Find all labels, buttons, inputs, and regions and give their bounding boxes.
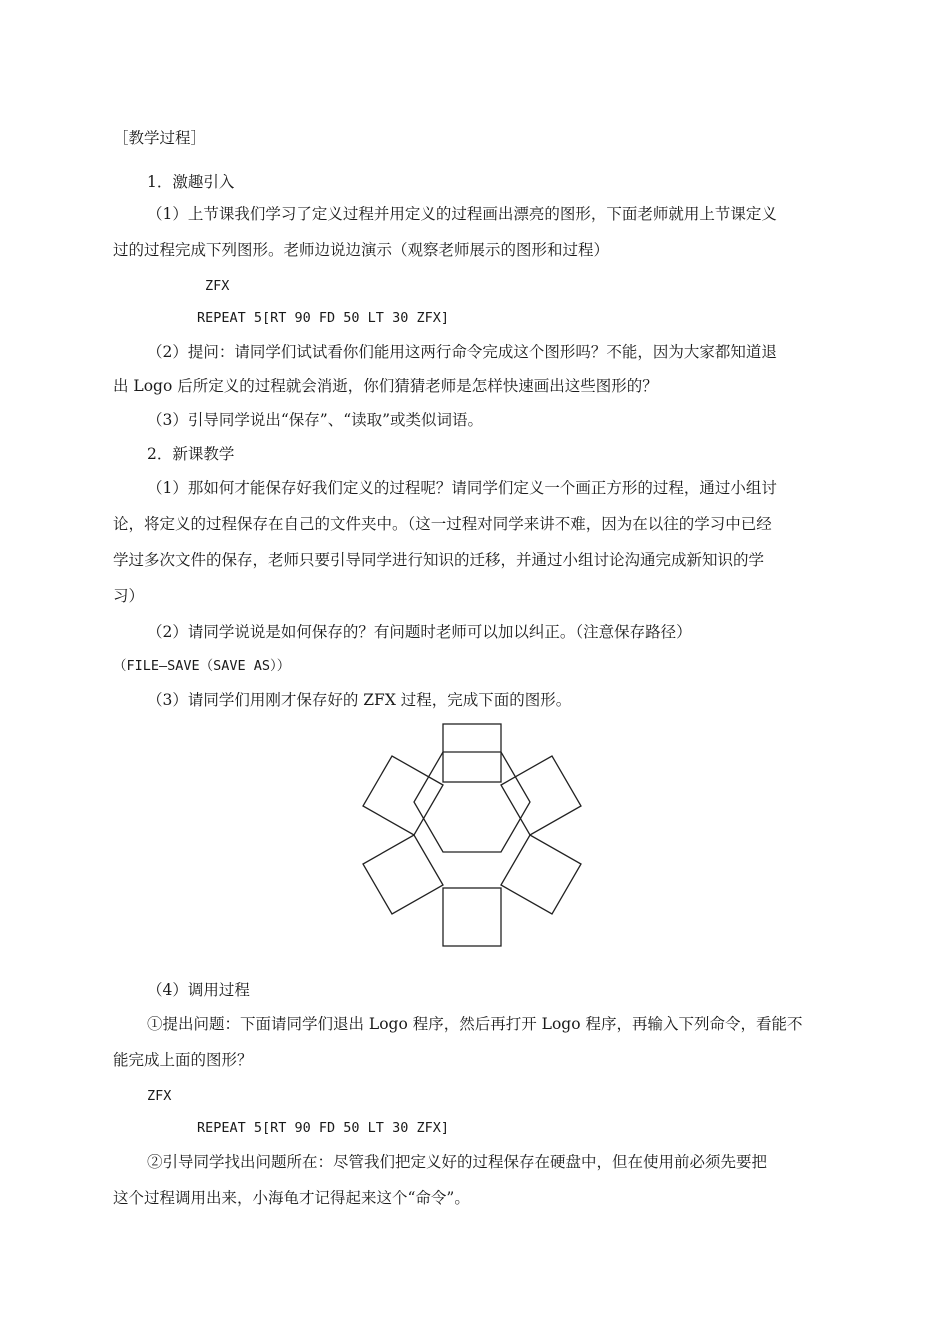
square-lower-left	[363, 835, 443, 914]
code-line: ZFX	[205, 278, 230, 294]
paragraph-text: ②引导同学找出问题所在：尽管我们把定义好的过程保存在硬盘中，但在使用前必须先要把	[147, 1153, 768, 1171]
paragraph-text: （3）引导同学说出“保存”、“读取”或类似词语。	[147, 411, 484, 429]
paragraph-text: （2）请同学说说是如何保存的？有问题时老师可以加以纠正。（注意保存路径）	[147, 623, 692, 641]
paragraph-text: （1）上节课我们学习了定义过程并用定义的过程画出漂亮的图形，下面老师就用上节课定义	[147, 205, 777, 223]
square-bottom	[443, 888, 501, 946]
paragraph-text: 出 Logo 后所定义的过程就会消逝，你们猜猜老师是怎样快速画出这些图形的？	[113, 377, 658, 395]
code-line: REPEAT 5[RT 90 FD 50 LT 30 ZFX]	[197, 1120, 449, 1136]
section-heading: ［教学过程］	[113, 129, 207, 147]
paragraph-text: 论，将定义的过程保存在自己的文件夹中。（这一过程对同学来讲不难，因为在以往的学习中已经	[113, 515, 772, 533]
square-top	[443, 724, 501, 782]
subsection-title: （4）调用过程	[147, 981, 250, 999]
paragraph-text: 过的过程完成下列图形。老师边说边演示（观察老师展示的图形和过程）	[113, 241, 610, 259]
code-line: REPEAT 5[RT 90 FD 50 LT 30 ZFX]	[197, 310, 449, 326]
section-1-title: 1．激趣引入	[147, 173, 235, 191]
paragraph-text: 习）	[113, 587, 145, 605]
paragraph-text: （2）提问：请同学们试试看你们能用这两行命令完成这个图形吗？不能，因为大家都知道退	[147, 343, 777, 361]
square-lower-right	[501, 835, 581, 914]
paragraph-text: 学过多次文件的保存，老师只要引导同学进行知识的迁移，并通过小组讨论沟通完成新知识的学	[113, 551, 765, 569]
section-2-title: 2．新课教学	[147, 445, 235, 463]
paragraph-text: （3）请同学们用刚才保存好的 ZFX 过程，完成下面的图形。	[147, 691, 572, 709]
code-line: ZFX	[147, 1088, 172, 1104]
paragraph-text: 能完成上面的图形？	[113, 1051, 253, 1069]
central-hexagon	[414, 752, 530, 852]
paragraph-text: （1）那如何才能保存好我们定义的过程呢？请同学们定义一个画正方形的过程，通过小组讨	[147, 479, 777, 497]
hexagon-squares-figure	[355, 718, 595, 960]
square-upper-left	[363, 756, 443, 835]
paragraph-text: 这个过程调用出来，小海龟才记得起来这个“命令”。	[113, 1189, 470, 1207]
paragraph-text: ①提出问题：下面请同学们退出 Logo 程序，然后再打开 Logo 程序，再输入下列命令，看能不	[147, 1015, 803, 1033]
square-upper-right	[501, 756, 581, 835]
menu-path-text: （FILE—SAVE（SAVE AS））	[113, 658, 291, 674]
